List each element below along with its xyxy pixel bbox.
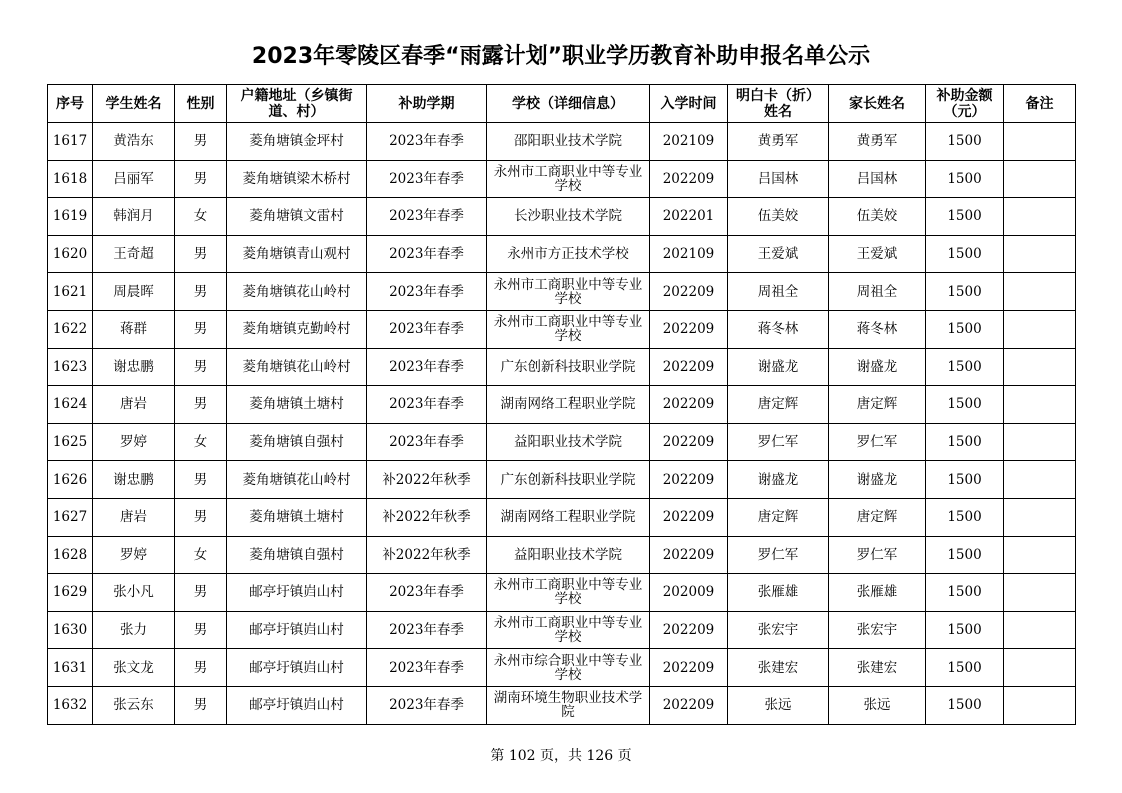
cell-remarks bbox=[1004, 423, 1076, 461]
cell-gender: 女 bbox=[175, 536, 227, 574]
cell-remarks bbox=[1004, 273, 1076, 311]
cell-gender: 男 bbox=[175, 649, 227, 687]
table-row bbox=[48, 649, 1076, 687]
cell-seq: 1626 bbox=[48, 461, 93, 499]
cell-card-name: 唐定辉 bbox=[728, 386, 829, 424]
header-amount: 补助金额（元） bbox=[926, 85, 1004, 123]
cell-seq: 1632 bbox=[48, 686, 93, 724]
cell-address: 菱角塘镇金坪村 bbox=[227, 123, 367, 161]
cell-amount: 1500 bbox=[926, 423, 1004, 461]
table-body bbox=[48, 123, 1076, 725]
cell-student-name: 蒋群 bbox=[93, 310, 175, 348]
cell-school: 广东创新科技职业学院 bbox=[487, 348, 650, 386]
cell-enroll-time: 202209 bbox=[650, 649, 728, 687]
table-row bbox=[48, 348, 1076, 386]
cell-card-name: 王爱斌 bbox=[728, 235, 829, 273]
cell-card-name: 罗仁军 bbox=[728, 423, 829, 461]
cell-parent-name: 唐定辉 bbox=[829, 386, 926, 424]
cell-enroll-time: 202201 bbox=[650, 198, 728, 236]
cell-address: 菱角塘镇克勤岭村 bbox=[227, 310, 367, 348]
cell-term: 2023年春季 bbox=[367, 310, 487, 348]
cell-student-name: 罗婷 bbox=[93, 536, 175, 574]
cell-school: 永州市工商职业中等专业学校 bbox=[487, 310, 650, 348]
cell-student-name: 唐岩 bbox=[93, 498, 175, 536]
header-gender: 性别 bbox=[175, 85, 227, 123]
cell-gender: 女 bbox=[175, 198, 227, 236]
cell-enroll-time: 202209 bbox=[650, 273, 728, 311]
cell-card-name: 张远 bbox=[728, 686, 829, 724]
cell-card-name: 谢盛龙 bbox=[728, 348, 829, 386]
cell-remarks bbox=[1004, 536, 1076, 574]
cell-parent-name: 张远 bbox=[829, 686, 926, 724]
cell-parent-name: 周祖全 bbox=[829, 273, 926, 311]
cell-school: 永州市方正技术学校 bbox=[487, 235, 650, 273]
cell-address: 菱角塘镇青山观村 bbox=[227, 235, 367, 273]
table-row bbox=[48, 686, 1076, 724]
cell-seq: 1623 bbox=[48, 348, 93, 386]
cell-card-name: 谢盛龙 bbox=[728, 461, 829, 499]
cell-student-name: 罗婷 bbox=[93, 423, 175, 461]
table-row bbox=[48, 498, 1076, 536]
cell-term: 2023年春季 bbox=[367, 273, 487, 311]
cell-student-name: 吕丽军 bbox=[93, 160, 175, 198]
cell-remarks bbox=[1004, 498, 1076, 536]
cell-school: 湖南环境生物职业技术学院 bbox=[487, 686, 650, 724]
cell-card-name: 罗仁军 bbox=[728, 536, 829, 574]
cell-student-name: 谢忠鹏 bbox=[93, 461, 175, 499]
cell-parent-name: 唐定辉 bbox=[829, 498, 926, 536]
cell-amount: 1500 bbox=[926, 611, 1004, 649]
cell-enroll-time: 202009 bbox=[650, 574, 728, 612]
cell-remarks bbox=[1004, 198, 1076, 236]
table-row bbox=[48, 273, 1076, 311]
cell-parent-name: 谢盛龙 bbox=[829, 348, 926, 386]
cell-parent-name: 王爱斌 bbox=[829, 235, 926, 273]
cell-school: 益阳职业技术学院 bbox=[487, 423, 650, 461]
cell-term: 2023年春季 bbox=[367, 160, 487, 198]
cell-parent-name: 张宏宇 bbox=[829, 611, 926, 649]
cell-term: 补2022年秋季 bbox=[367, 498, 487, 536]
cell-school: 永州市综合职业中等专业学校 bbox=[487, 649, 650, 687]
header-term: 补助学期 bbox=[367, 85, 487, 123]
cell-card-name: 张宏宇 bbox=[728, 611, 829, 649]
cell-address: 菱角塘镇自强村 bbox=[227, 536, 367, 574]
page-title: 2023年零陵区春季“雨露计划”职业学历教育补助申报名单公示 bbox=[251, 44, 871, 69]
cell-enroll-time: 202209 bbox=[650, 536, 728, 574]
cell-seq: 1622 bbox=[48, 310, 93, 348]
cell-amount: 1500 bbox=[926, 348, 1004, 386]
cell-gender: 男 bbox=[175, 574, 227, 612]
cell-gender: 男 bbox=[175, 235, 227, 273]
cell-enroll-time: 202109 bbox=[650, 235, 728, 273]
cell-parent-name: 伍美姣 bbox=[829, 198, 926, 236]
cell-term: 2023年春季 bbox=[367, 123, 487, 161]
cell-gender: 男 bbox=[175, 310, 227, 348]
header-student-name: 学生姓名 bbox=[93, 85, 175, 123]
table-row bbox=[48, 574, 1076, 612]
table-row bbox=[48, 611, 1076, 649]
cell-term: 2023年春季 bbox=[367, 198, 487, 236]
cell-student-name: 张云东 bbox=[93, 686, 175, 724]
cell-student-name: 王奇超 bbox=[93, 235, 175, 273]
cell-gender: 男 bbox=[175, 160, 227, 198]
cell-parent-name: 吕国林 bbox=[829, 160, 926, 198]
cell-address: 菱角塘镇文雷村 bbox=[227, 198, 367, 236]
cell-school: 永州市工商职业中等专业学校 bbox=[487, 611, 650, 649]
cell-seq: 1617 bbox=[48, 123, 93, 161]
cell-term: 2023年春季 bbox=[367, 386, 487, 424]
cell-school: 长沙职业技术学院 bbox=[487, 198, 650, 236]
cell-seq: 1630 bbox=[48, 611, 93, 649]
cell-amount: 1500 bbox=[926, 273, 1004, 311]
cell-enroll-time: 202209 bbox=[650, 461, 728, 499]
table-row bbox=[48, 235, 1076, 273]
cell-enroll-time: 202209 bbox=[650, 386, 728, 424]
subsidy-table bbox=[47, 84, 1076, 725]
cell-seq: 1627 bbox=[48, 498, 93, 536]
cell-amount: 1500 bbox=[926, 461, 1004, 499]
cell-school: 永州市工商职业中等专业学校 bbox=[487, 574, 650, 612]
cell-card-name: 吕国林 bbox=[728, 160, 829, 198]
cell-parent-name: 罗仁军 bbox=[829, 423, 926, 461]
cell-term: 2023年春季 bbox=[367, 611, 487, 649]
cell-card-name: 黄勇军 bbox=[728, 123, 829, 161]
cell-card-name: 伍美姣 bbox=[728, 198, 829, 236]
cell-card-name: 蒋冬林 bbox=[728, 310, 829, 348]
cell-student-name: 谢忠鹏 bbox=[93, 348, 175, 386]
cell-parent-name: 罗仁军 bbox=[829, 536, 926, 574]
cell-card-name: 张建宏 bbox=[728, 649, 829, 687]
cell-student-name: 韩润月 bbox=[93, 198, 175, 236]
cell-student-name: 黄浩东 bbox=[93, 123, 175, 161]
table-row bbox=[48, 198, 1076, 236]
cell-seq: 1629 bbox=[48, 574, 93, 612]
page-number: 第 102 页，共 126 页 bbox=[490, 748, 632, 764]
table-header-row bbox=[48, 85, 1076, 123]
cell-parent-name: 谢盛龙 bbox=[829, 461, 926, 499]
cell-amount: 1500 bbox=[926, 198, 1004, 236]
table-row bbox=[48, 123, 1076, 161]
cell-term: 2023年春季 bbox=[367, 686, 487, 724]
cell-enroll-time: 202109 bbox=[650, 123, 728, 161]
header-parent-name: 家长姓名 bbox=[829, 85, 926, 123]
cell-seq: 1631 bbox=[48, 649, 93, 687]
cell-seq: 1624 bbox=[48, 386, 93, 424]
cell-enroll-time: 202209 bbox=[650, 423, 728, 461]
cell-enroll-time: 202209 bbox=[650, 611, 728, 649]
cell-school: 永州市工商职业中等专业学校 bbox=[487, 273, 650, 311]
cell-remarks bbox=[1004, 235, 1076, 273]
cell-seq: 1620 bbox=[48, 235, 93, 273]
cell-enroll-time: 202209 bbox=[650, 310, 728, 348]
cell-gender: 男 bbox=[175, 686, 227, 724]
cell-term: 补2022年秋季 bbox=[367, 536, 487, 574]
cell-gender: 男 bbox=[175, 611, 227, 649]
cell-address: 邮亭圩镇岿山村 bbox=[227, 574, 367, 612]
header-school: 学校（详细信息） bbox=[487, 85, 650, 123]
cell-gender: 男 bbox=[175, 123, 227, 161]
cell-amount: 1500 bbox=[926, 386, 1004, 424]
cell-address: 菱角塘镇花山岭村 bbox=[227, 348, 367, 386]
cell-gender: 男 bbox=[175, 273, 227, 311]
cell-remarks bbox=[1004, 649, 1076, 687]
cell-term: 2023年春季 bbox=[367, 348, 487, 386]
cell-enroll-time: 202209 bbox=[650, 348, 728, 386]
cell-remarks bbox=[1004, 386, 1076, 424]
cell-gender: 女 bbox=[175, 423, 227, 461]
cell-school: 邵阳职业技术学院 bbox=[487, 123, 650, 161]
table-row bbox=[48, 536, 1076, 574]
header-seq: 序号 bbox=[48, 85, 93, 123]
cell-remarks bbox=[1004, 310, 1076, 348]
cell-enroll-time: 202209 bbox=[650, 160, 728, 198]
cell-address: 邮亭圩镇岿山村 bbox=[227, 611, 367, 649]
cell-amount: 1500 bbox=[926, 235, 1004, 273]
cell-student-name: 张小凡 bbox=[93, 574, 175, 612]
cell-parent-name: 黄勇军 bbox=[829, 123, 926, 161]
table-row bbox=[48, 386, 1076, 424]
header-card-name: 明白卡（折）姓名 bbox=[728, 85, 829, 123]
cell-amount: 1500 bbox=[926, 686, 1004, 724]
cell-term: 2023年春季 bbox=[367, 574, 487, 612]
cell-address: 菱角塘镇花山岭村 bbox=[227, 461, 367, 499]
cell-remarks bbox=[1004, 574, 1076, 612]
cell-school: 湖南网络工程职业学院 bbox=[487, 498, 650, 536]
cell-gender: 男 bbox=[175, 386, 227, 424]
cell-amount: 1500 bbox=[926, 649, 1004, 687]
cell-address: 菱角塘镇梁木桥村 bbox=[227, 160, 367, 198]
cell-remarks bbox=[1004, 461, 1076, 499]
table-row bbox=[48, 310, 1076, 348]
cell-remarks bbox=[1004, 123, 1076, 161]
cell-school: 广东创新科技职业学院 bbox=[487, 461, 650, 499]
cell-remarks bbox=[1004, 611, 1076, 649]
cell-term: 2023年春季 bbox=[367, 649, 487, 687]
cell-amount: 1500 bbox=[926, 123, 1004, 161]
cell-parent-name: 张建宏 bbox=[829, 649, 926, 687]
cell-seq: 1618 bbox=[48, 160, 93, 198]
cell-student-name: 张文龙 bbox=[93, 649, 175, 687]
header-enroll-time: 入学时间 bbox=[650, 85, 728, 123]
table-row bbox=[48, 160, 1076, 198]
cell-enroll-time: 202209 bbox=[650, 498, 728, 536]
cell-parent-name: 张雁雄 bbox=[829, 574, 926, 612]
cell-address: 菱角塘镇土塘村 bbox=[227, 498, 367, 536]
cell-gender: 男 bbox=[175, 461, 227, 499]
cell-student-name: 唐岩 bbox=[93, 386, 175, 424]
cell-student-name: 周晨晖 bbox=[93, 273, 175, 311]
cell-address: 邮亭圩镇岿山村 bbox=[227, 686, 367, 724]
cell-card-name: 张雁雄 bbox=[728, 574, 829, 612]
cell-term: 补2022年秋季 bbox=[367, 461, 487, 499]
cell-school: 永州市工商职业中等专业学校 bbox=[487, 160, 650, 198]
cell-parent-name: 蒋冬林 bbox=[829, 310, 926, 348]
cell-remarks bbox=[1004, 348, 1076, 386]
cell-amount: 1500 bbox=[926, 574, 1004, 612]
cell-term: 2023年春季 bbox=[367, 235, 487, 273]
cell-amount: 1500 bbox=[926, 310, 1004, 348]
cell-term: 2023年春季 bbox=[367, 423, 487, 461]
cell-enroll-time: 202209 bbox=[650, 686, 728, 724]
cell-seq: 1628 bbox=[48, 536, 93, 574]
cell-card-name: 周祖全 bbox=[728, 273, 829, 311]
cell-amount: 1500 bbox=[926, 160, 1004, 198]
cell-amount: 1500 bbox=[926, 498, 1004, 536]
cell-seq: 1619 bbox=[48, 198, 93, 236]
cell-student-name: 张力 bbox=[93, 611, 175, 649]
cell-address: 菱角塘镇土塘村 bbox=[227, 386, 367, 424]
cell-amount: 1500 bbox=[926, 536, 1004, 574]
table-row bbox=[48, 423, 1076, 461]
cell-school: 湖南网络工程职业学院 bbox=[487, 386, 650, 424]
cell-seq: 1625 bbox=[48, 423, 93, 461]
cell-address: 菱角塘镇自强村 bbox=[227, 423, 367, 461]
cell-remarks bbox=[1004, 160, 1076, 198]
cell-gender: 男 bbox=[175, 348, 227, 386]
cell-address: 邮亭圩镇岿山村 bbox=[227, 649, 367, 687]
header-address: 户籍地址（乡镇街道、村） bbox=[227, 85, 367, 123]
cell-gender: 男 bbox=[175, 498, 227, 536]
cell-remarks bbox=[1004, 686, 1076, 724]
cell-school: 益阳职业技术学院 bbox=[487, 536, 650, 574]
cell-seq: 1621 bbox=[48, 273, 93, 311]
table-row bbox=[48, 461, 1076, 499]
cell-address: 菱角塘镇花山岭村 bbox=[227, 273, 367, 311]
header-remarks: 备注 bbox=[1004, 85, 1076, 123]
cell-card-name: 唐定辉 bbox=[728, 498, 829, 536]
